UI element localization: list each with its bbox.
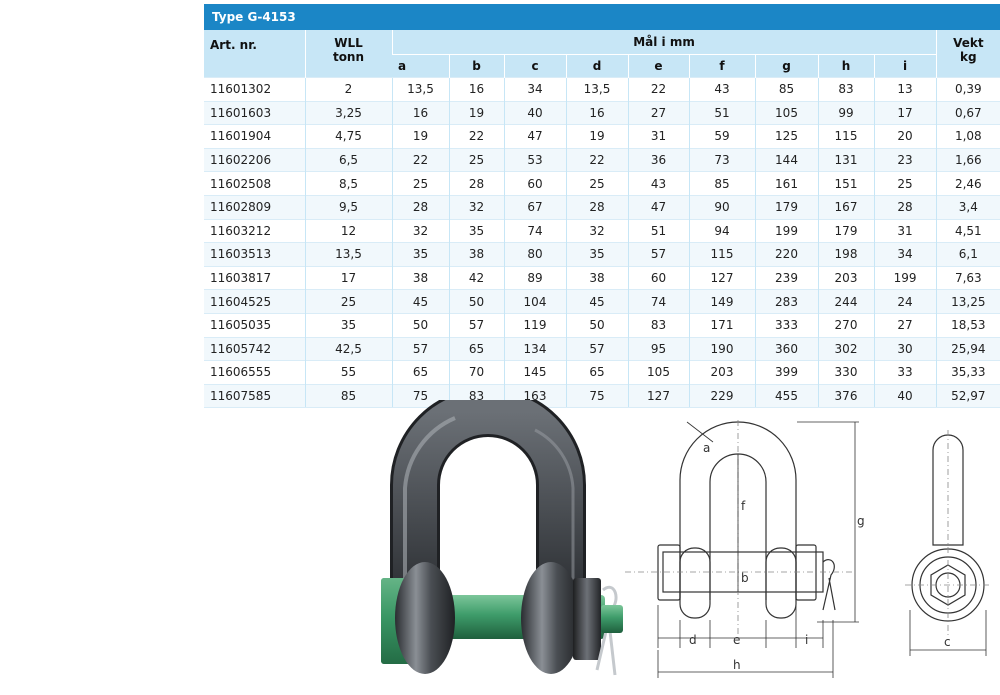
table-cell: 4,51 — [936, 219, 1000, 243]
spec-table-panel — [204, 4, 1000, 408]
table-cell: 45 — [392, 290, 449, 314]
table-cell: 3,25 — [305, 101, 392, 125]
header-weight — [936, 30, 1000, 78]
table-cell: 38 — [449, 243, 504, 267]
table-cell: 0,39 — [936, 78, 1000, 102]
table-cell: 119 — [504, 313, 566, 337]
table-cell: 199 — [874, 266, 936, 290]
table-cell: 220 — [755, 243, 818, 267]
table-cell: 11601904 — [204, 125, 305, 149]
table-cell: 25,94 — [936, 337, 1000, 361]
table-cell: 83 — [628, 313, 689, 337]
table-cell: 11607585 — [204, 384, 305, 408]
header-art-nr: Art. nr. — [204, 30, 305, 78]
header-dim-i: i — [874, 55, 936, 78]
table-cell: 105 — [628, 361, 689, 385]
header-row — [204, 30, 1000, 55]
header-weight-line2: kg — [960, 50, 977, 64]
table-cell: 25 — [305, 290, 392, 314]
header-dim-h: h — [818, 55, 874, 78]
table-row — [204, 125, 1000, 149]
table-cell: 171 — [689, 313, 755, 337]
table-cell: 50 — [566, 313, 628, 337]
table-cell: 13,5 — [305, 243, 392, 267]
table-cell: 57 — [566, 337, 628, 361]
table-cell: 85 — [305, 384, 392, 408]
table-cell: 90 — [689, 195, 755, 219]
table-cell: 1,08 — [936, 125, 1000, 149]
table-cell: 75 — [392, 384, 449, 408]
table-cell: 38 — [566, 266, 628, 290]
table-cell: 53 — [504, 148, 566, 172]
label-h: h — [733, 658, 741, 672]
table-row — [204, 101, 1000, 125]
shackle-photo — [375, 400, 635, 690]
technical-drawing-front — [625, 410, 870, 690]
table-cell: 38 — [392, 266, 449, 290]
table-row — [204, 337, 1000, 361]
table-cell: 36 — [628, 148, 689, 172]
product-type-title: Type G-4153 — [204, 4, 1000, 30]
table-cell: 59 — [689, 125, 755, 149]
label-g: g — [857, 514, 865, 528]
table-cell: 22 — [566, 148, 628, 172]
label-e: e — [733, 633, 741, 647]
table-cell: 25 — [874, 172, 936, 196]
table-cell: 18,53 — [936, 313, 1000, 337]
table-cell: 399 — [755, 361, 818, 385]
table-cell: 60 — [504, 172, 566, 196]
table-cell: 2,46 — [936, 172, 1000, 196]
table-cell: 13,5 — [566, 78, 628, 102]
table-cell: 6,1 — [936, 243, 1000, 267]
table-cell: 95 — [628, 337, 689, 361]
table-cell: 32 — [449, 195, 504, 219]
table-cell: 19 — [566, 125, 628, 149]
table-cell: 42 — [449, 266, 504, 290]
table-cell: 11603513 — [204, 243, 305, 267]
table-cell: 40 — [874, 384, 936, 408]
table-cell: 1,66 — [936, 148, 1000, 172]
table-cell: 28 — [392, 195, 449, 219]
table-row — [204, 195, 1000, 219]
table-cell: 6,5 — [305, 148, 392, 172]
table-cell: 17 — [305, 266, 392, 290]
table-cell: 65 — [566, 361, 628, 385]
table-cell: 11603817 — [204, 266, 305, 290]
header-weight-line1: Vekt — [953, 36, 984, 50]
table-cell: 127 — [628, 384, 689, 408]
table-cell: 45 — [566, 290, 628, 314]
table-cell: 43 — [628, 172, 689, 196]
table-cell: 20 — [874, 125, 936, 149]
header-dim-f: f — [689, 55, 755, 78]
table-cell: 16 — [566, 101, 628, 125]
table-cell: 104 — [504, 290, 566, 314]
spec-table — [204, 30, 1000, 408]
table-cell: 149 — [689, 290, 755, 314]
table-cell: 199 — [755, 219, 818, 243]
table-row — [204, 361, 1000, 385]
table-cell: 11601302 — [204, 78, 305, 102]
table-cell: 27 — [628, 101, 689, 125]
header-dim-c: c — [504, 55, 566, 78]
table-cell: 239 — [755, 266, 818, 290]
table-cell: 11605035 — [204, 313, 305, 337]
header-wll-line2: tonn — [332, 50, 365, 64]
table-cell: 57 — [449, 313, 504, 337]
table-cell: 2 — [305, 78, 392, 102]
table-cell: 134 — [504, 337, 566, 361]
table-cell: 11602809 — [204, 195, 305, 219]
label-d: d — [689, 633, 697, 647]
table-cell: 33 — [874, 361, 936, 385]
table-cell: 11603212 — [204, 219, 305, 243]
side-bow-outline — [933, 435, 963, 545]
table-cell: 47 — [628, 195, 689, 219]
table-cell: 50 — [392, 313, 449, 337]
table-cell: 65 — [392, 361, 449, 385]
table-cell: 302 — [818, 337, 874, 361]
table-cell: 115 — [689, 243, 755, 267]
table-cell: 35,33 — [936, 361, 1000, 385]
table-cell: 13,25 — [936, 290, 1000, 314]
table-cell: 203 — [689, 361, 755, 385]
table-cell: 42,5 — [305, 337, 392, 361]
table-cell: 70 — [449, 361, 504, 385]
table-cell: 31 — [628, 125, 689, 149]
table-cell: 19 — [449, 101, 504, 125]
table-cell: 74 — [504, 219, 566, 243]
table-cell: 52,97 — [936, 384, 1000, 408]
table-cell: 0,67 — [936, 101, 1000, 125]
table-cell: 28 — [566, 195, 628, 219]
table-cell: 22 — [628, 78, 689, 102]
table-cell: 28 — [874, 195, 936, 219]
table-cell: 179 — [818, 219, 874, 243]
spec-table-body — [204, 78, 1000, 408]
table-cell: 190 — [689, 337, 755, 361]
table-cell: 51 — [628, 219, 689, 243]
table-cell: 144 — [755, 148, 818, 172]
header-wll-line1: WLL — [334, 36, 363, 50]
table-cell: 455 — [755, 384, 818, 408]
table-cell: 85 — [689, 172, 755, 196]
table-cell: 67 — [504, 195, 566, 219]
table-cell: 35 — [392, 243, 449, 267]
table-cell: 80 — [504, 243, 566, 267]
label-i: i — [805, 633, 809, 647]
header-dim-e: e — [628, 55, 689, 78]
header-dim-a: a — [392, 55, 449, 78]
table-cell: 16 — [449, 78, 504, 102]
label-b: b — [741, 571, 749, 585]
table-row — [204, 172, 1000, 196]
table-row — [204, 243, 1000, 267]
table-cell: 167 — [818, 195, 874, 219]
table-cell: 7,63 — [936, 266, 1000, 290]
technical-drawing-side — [900, 410, 995, 660]
header-dimensions-group: Mål i mm — [392, 30, 936, 55]
shackle-nut — [573, 578, 601, 660]
table-cell: 47 — [504, 125, 566, 149]
table-cell: 163 — [504, 384, 566, 408]
shackle-eye-left — [395, 562, 455, 674]
table-cell: 55 — [305, 361, 392, 385]
table-cell: 161 — [755, 172, 818, 196]
table-cell: 229 — [689, 384, 755, 408]
table-row — [204, 266, 1000, 290]
table-cell: 57 — [392, 337, 449, 361]
table-cell: 35 — [566, 243, 628, 267]
table-cell: 376 — [818, 384, 874, 408]
shackle-eye-right — [521, 562, 581, 674]
header-dim-g: g — [755, 55, 818, 78]
table-cell: 360 — [755, 337, 818, 361]
table-cell: 11602206 — [204, 148, 305, 172]
table-row — [204, 78, 1000, 102]
table-cell: 11606555 — [204, 361, 305, 385]
table-cell: 11601603 — [204, 101, 305, 125]
table-cell: 283 — [755, 290, 818, 314]
table-cell: 19 — [392, 125, 449, 149]
table-cell: 8,5 — [305, 172, 392, 196]
header-dim-d: d — [566, 55, 628, 78]
table-cell: 333 — [755, 313, 818, 337]
table-cell: 25 — [449, 148, 504, 172]
table-cell: 270 — [818, 313, 874, 337]
table-cell: 25 — [566, 172, 628, 196]
table-cell: 25 — [392, 172, 449, 196]
table-cell: 244 — [818, 290, 874, 314]
table-row — [204, 290, 1000, 314]
table-cell: 83 — [818, 78, 874, 102]
table-cell: 31 — [874, 219, 936, 243]
table-cell: 145 — [504, 361, 566, 385]
table-cell: 125 — [755, 125, 818, 149]
header-wll — [305, 30, 392, 78]
table-cell: 43 — [689, 78, 755, 102]
label-c: c — [944, 635, 951, 649]
table-cell: 22 — [392, 148, 449, 172]
table-row — [204, 148, 1000, 172]
table-cell: 151 — [818, 172, 874, 196]
table-cell: 11602508 — [204, 172, 305, 196]
table-cell: 105 — [755, 101, 818, 125]
table-cell: 3,4 — [936, 195, 1000, 219]
table-cell: 330 — [818, 361, 874, 385]
table-cell: 115 — [818, 125, 874, 149]
table-cell: 11604525 — [204, 290, 305, 314]
table-cell: 73 — [689, 148, 755, 172]
table-cell: 51 — [689, 101, 755, 125]
table-cell: 9,5 — [305, 195, 392, 219]
table-cell: 13,5 — [392, 78, 449, 102]
table-cell: 28 — [449, 172, 504, 196]
table-cell: 127 — [689, 266, 755, 290]
table-cell: 17 — [874, 101, 936, 125]
table-cell: 13 — [874, 78, 936, 102]
table-cell: 75 — [566, 384, 628, 408]
table-cell: 34 — [874, 243, 936, 267]
table-cell: 4,75 — [305, 125, 392, 149]
table-cell: 198 — [818, 243, 874, 267]
table-cell: 60 — [628, 266, 689, 290]
table-cell: 11605742 — [204, 337, 305, 361]
table-cell: 57 — [628, 243, 689, 267]
table-cell: 203 — [818, 266, 874, 290]
table-cell: 16 — [392, 101, 449, 125]
table-cell: 12 — [305, 219, 392, 243]
table-cell: 32 — [392, 219, 449, 243]
table-cell: 85 — [755, 78, 818, 102]
table-cell: 23 — [874, 148, 936, 172]
label-f: f — [741, 499, 746, 513]
table-cell: 27 — [874, 313, 936, 337]
table-cell: 179 — [755, 195, 818, 219]
table-cell: 30 — [874, 337, 936, 361]
header-dim-b: b — [449, 55, 504, 78]
label-a: a — [703, 441, 711, 455]
table-cell: 22 — [449, 125, 504, 149]
table-cell: 89 — [504, 266, 566, 290]
table-cell: 24 — [874, 290, 936, 314]
table-cell: 35 — [449, 219, 504, 243]
table-cell: 99 — [818, 101, 874, 125]
table-cell: 40 — [504, 101, 566, 125]
table-cell: 35 — [305, 313, 392, 337]
table-cell: 50 — [449, 290, 504, 314]
table-cell: 74 — [628, 290, 689, 314]
table-cell: 34 — [504, 78, 566, 102]
table-cell: 131 — [818, 148, 874, 172]
table-row — [204, 219, 1000, 243]
table-cell: 65 — [449, 337, 504, 361]
table-cell: 94 — [689, 219, 755, 243]
table-cell: 32 — [566, 219, 628, 243]
table-row — [204, 313, 1000, 337]
table-cell: 83 — [449, 384, 504, 408]
